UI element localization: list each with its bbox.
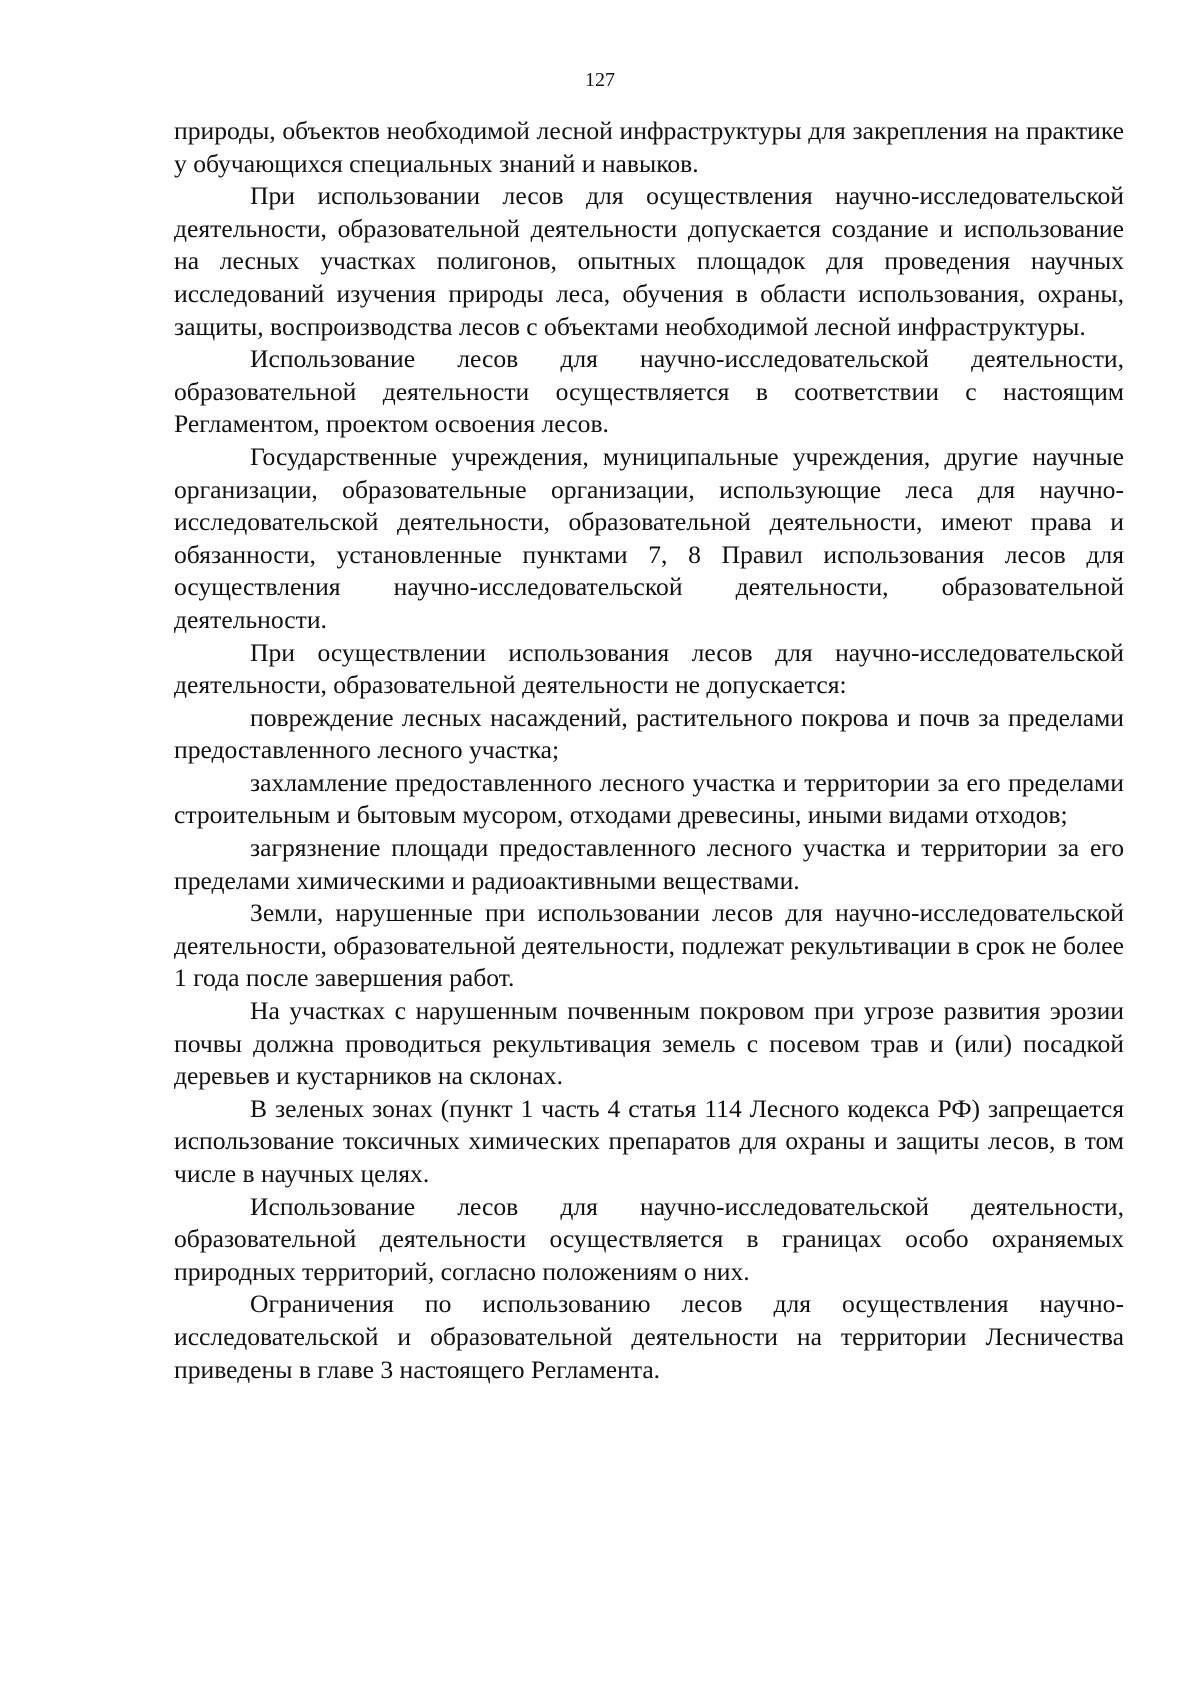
paragraph-continuation: природы, объектов необходимой лесной инфраструктуры для закрепления на практике у обучающихся специальных знаний и навыков.	[174, 116, 1124, 178]
list-item-littering: захламление предоставленного лесного участка и территории за его пределами строительным и бытовым мусором, отходами древесины, иными видами отходов;	[174, 767, 1124, 830]
paragraph-green-zones: В зеленых зонах (пункт 1 часть 4 статья 114 Лесного кодекса РФ) запрещается использование токсичных химических препаратов для охраны и защиты лесов, в том числе в научных целях.	[174, 1093, 1124, 1188]
list-item-damage: повреждение лесных насаждений, растительного покрова и почв за пределами предоставленного лесного участка;	[174, 702, 1124, 765]
paragraph-regulation-compliance: Использование лесов для научно-исследовательской деятельности, образовательной деятельности осуществляется в соответствии с настоящим Регламентом, проектом освоения лесов.	[174, 344, 1124, 439]
paragraph-scientific-polygons: При использовании лесов для осуществления научно-исследовательской деятельности, образовательной деятельности допускается создание и использование на лесных участках полигонов, опытных площадок для проведения научных исследований изучения природы леса, обучения в области использования, охраны, защиты, воспроизводства лесов с объектами необходимой лесной инфраструктуры.	[174, 181, 1124, 341]
document-body	[174, 115, 1124, 1386]
paragraph-restrictions: Ограничения по использованию лесов для осуществления научно-исследовательской и образовательной деятельности на территории Лесничества приведены в главе 3 настоящего Регламента.	[174, 1289, 1124, 1384]
page-number: 127	[585, 69, 615, 91]
paragraph-protected-areas: Использование лесов для научно-исследовательской деятельности, образовательной деятельности осуществляется в границах особо охраняемых природных территорий, согласно положениям о них.	[174, 1191, 1124, 1286]
list-item-pollution: загрязнение площади предоставленного лесного участка и территории за его пределами химическими и радиоактивными веществами.	[174, 833, 1124, 895]
paragraph-not-allowed-intro: При осуществлении использования лесов для научно-исследовательской деятельности, образовательной деятельности не допускается:	[174, 637, 1124, 700]
paragraph-recultivation: Земли, нарушенные при использовании лесов для научно-исследовательской деятельности, образовательной деятельности, подлежат рекультивации в срок не более 1 года после завершения работ.	[174, 898, 1124, 993]
paragraph-organizations-rights: Государственные учреждения, муниципальные учреждения, другие научные организации, образовательные организации, использующие леса для научно-исследовательской деятельности, образовательной деятельности, имеют права и обязанности, установленные пунктами 7, 8 Правил использования лесов для осуществления научно-исследовательской деятельности, образовательной деятельности.	[174, 441, 1124, 634]
paragraph-erosion: На участках с нарушенным почвенным покровом при угрозе развития эрозии почвы должна проводиться рекультивация земель с посевом трав и (или) посадкой деревьев и кустарников на склонах.	[174, 996, 1124, 1091]
